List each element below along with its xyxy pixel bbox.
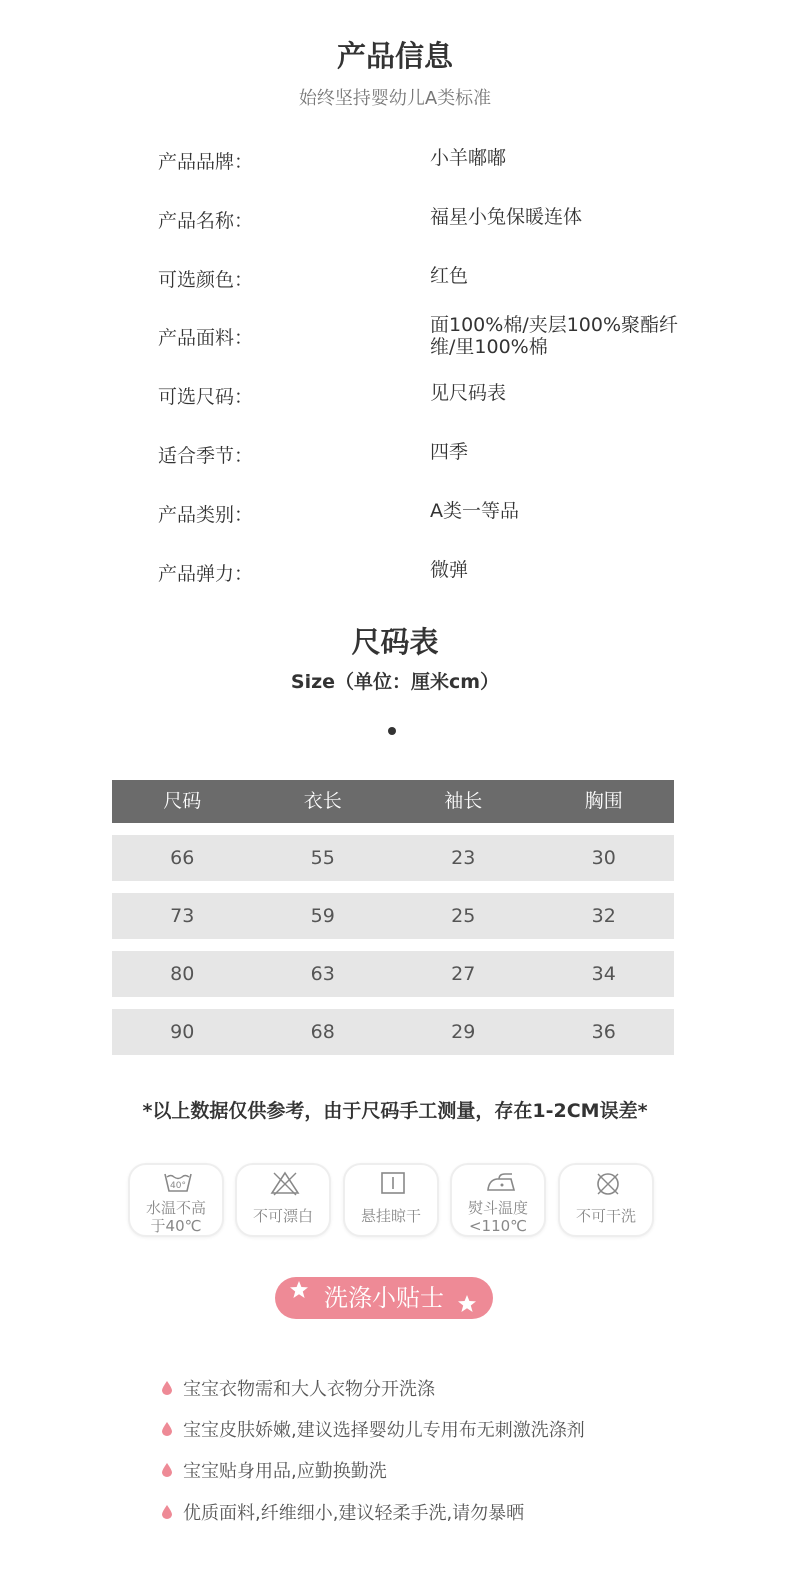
info-key: 产品名称： xyxy=(158,210,254,232)
table-header xyxy=(112,780,674,823)
header-cell: 袖长 xyxy=(444,790,483,812)
care-label: 不可干洗 xyxy=(575,1207,636,1225)
table-cell: 90 xyxy=(170,1021,195,1043)
table-cell: 66 xyxy=(170,847,195,869)
info-value: 见尺码表 xyxy=(430,382,507,404)
info-value: 四季 xyxy=(430,441,469,463)
tip-text: 宝宝衣物需和大人衣物分开洗涤 xyxy=(183,1379,435,1400)
care-no-bleach xyxy=(235,1163,331,1237)
care-iron xyxy=(450,1163,546,1237)
table-cell: 32 xyxy=(591,905,616,927)
info-key: 可选尺码： xyxy=(158,386,254,408)
info-title: 产品信息 xyxy=(336,39,453,73)
info-value: 面100%棉/夹层100%聚酯纤维/里100%棉 xyxy=(430,314,679,358)
no-dry-clean-icon xyxy=(593,1170,623,1198)
drop-icon xyxy=(162,1463,172,1477)
care-label: 于40℃ xyxy=(150,1217,202,1235)
table-cell: 73 xyxy=(170,905,195,927)
care-label: <110℃ xyxy=(468,1217,528,1235)
drop-icon xyxy=(162,1381,172,1395)
drop-icon xyxy=(162,1422,172,1436)
table-row xyxy=(112,1009,674,1055)
tip-text: 优质面料,纤维细小,建议轻柔手洗,请勿暴晒 xyxy=(183,1503,525,1524)
info-key: 产品面料： xyxy=(158,327,254,349)
info-key: 产品类别： xyxy=(158,504,254,526)
no-bleach-icon xyxy=(270,1170,300,1196)
table-cell: 23 xyxy=(451,847,476,869)
tip-text: 宝宝皮肤娇嫩,建议选择婴幼儿专用布无刺激洗涤剂 xyxy=(183,1420,585,1441)
iron-icon xyxy=(485,1170,517,1194)
table-cell: 63 xyxy=(310,963,335,985)
tips-title-pill xyxy=(275,1277,493,1319)
wash-temp-badge: 40° xyxy=(170,1181,186,1191)
table-cell: 29 xyxy=(451,1021,476,1043)
info-value: 福星小兔保暖连体 xyxy=(430,206,583,228)
table-cell: 36 xyxy=(591,1021,616,1043)
info-subtitle: 始终坚持婴幼儿A类标准 xyxy=(298,88,492,109)
tip-text: 宝宝贴身用品,应勤换勤洗 xyxy=(183,1461,387,1482)
measurement-note: *以上数据仅供参考，由于尺码手工测量，存在1-2CM误差* xyxy=(142,1100,648,1122)
bullet-dot xyxy=(388,727,396,735)
header-cell: 胸围 xyxy=(584,790,623,812)
size-title: 尺码表 xyxy=(351,625,439,659)
line-dry-icon xyxy=(378,1170,408,1196)
care-label: 熨斗温度 xyxy=(467,1199,528,1217)
info-key: 产品弹力： xyxy=(158,563,254,585)
info-value: 小羊嘟嘟 xyxy=(430,147,507,169)
table-row xyxy=(112,951,674,997)
table-cell: 30 xyxy=(591,847,616,869)
care-line-dry xyxy=(343,1163,439,1237)
info-key: 产品品牌： xyxy=(158,151,254,173)
size-subtitle: Size（单位：厘米cm） xyxy=(290,671,500,693)
drop-icon xyxy=(162,1505,172,1519)
table-cell: 34 xyxy=(591,963,616,985)
table-row xyxy=(112,835,674,881)
table-cell: 68 xyxy=(310,1021,335,1043)
care-wash-40 xyxy=(128,1163,224,1237)
table-cell: 25 xyxy=(451,905,476,927)
table-cell: 59 xyxy=(310,905,335,927)
info-value: 红色 xyxy=(430,265,469,287)
info-value: A类一等品 xyxy=(430,500,519,522)
care-label: 悬挂晾干 xyxy=(360,1207,421,1225)
info-value: 微弹 xyxy=(430,559,469,581)
table-cell: 55 xyxy=(310,847,335,869)
care-label: 不可漂白 xyxy=(252,1207,313,1225)
care-label: 水温不高 xyxy=(145,1199,206,1217)
header-cell: 尺码 xyxy=(163,790,202,812)
size-table xyxy=(112,780,674,1055)
table-cell: 80 xyxy=(170,963,195,985)
care-no-dry-clean xyxy=(558,1163,654,1237)
info-key: 适合季节： xyxy=(158,445,254,467)
tips-title: 洗涤小贴士 xyxy=(324,1284,444,1312)
wash-40-icon xyxy=(163,1170,193,1194)
table-cell: 27 xyxy=(451,963,476,985)
header-cell: 衣长 xyxy=(303,790,342,812)
table-row xyxy=(112,893,674,939)
info-key: 可选颜色： xyxy=(158,269,254,291)
